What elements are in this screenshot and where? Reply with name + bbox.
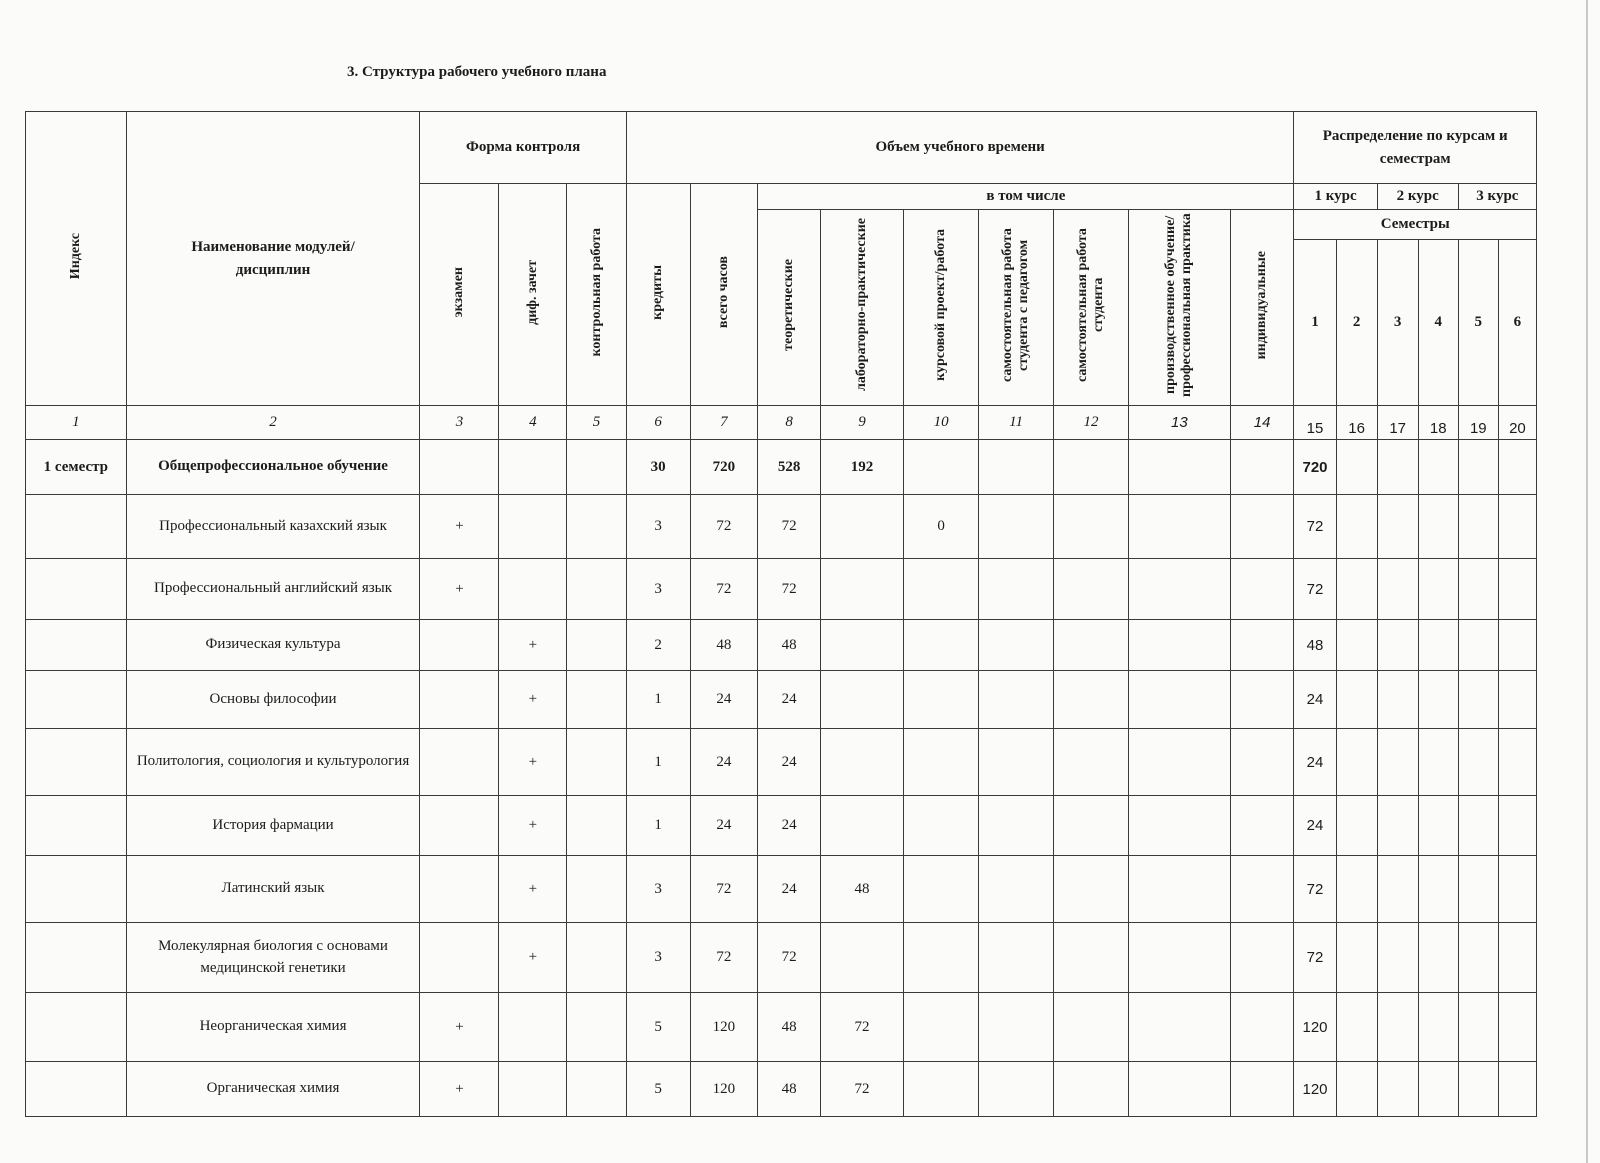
row-lab	[820, 559, 903, 620]
table-row	[26, 993, 1537, 1062]
row-semester-6	[1498, 671, 1536, 729]
section-row	[26, 440, 1537, 495]
row-index	[26, 620, 127, 671]
row-total-hours: 72	[690, 923, 758, 993]
column-number: 8	[758, 406, 821, 440]
row-individual	[1230, 856, 1294, 923]
row-semester-3	[1377, 440, 1418, 495]
row-semester-6	[1498, 495, 1536, 559]
header-credits: кредиты	[626, 184, 690, 406]
row-credits: 5	[626, 1062, 690, 1117]
row-sws-teacher	[979, 495, 1054, 559]
row-exam	[420, 856, 499, 923]
row-lab	[820, 729, 903, 796]
row-practice	[1129, 671, 1231, 729]
header-exam: экзамен	[420, 184, 499, 406]
row-semester-5	[1458, 729, 1498, 796]
row-credits: 3	[626, 856, 690, 923]
row-sws-teacher	[979, 1062, 1054, 1117]
row-credits: 5	[626, 993, 690, 1062]
row-course-project	[904, 440, 979, 495]
row-semester-1: 72	[1294, 856, 1336, 923]
row-semester-4	[1418, 620, 1458, 671]
column-numbers-row	[26, 406, 1537, 440]
row-theory: 48	[758, 993, 821, 1062]
row-index	[26, 856, 127, 923]
row-sws-teacher	[979, 620, 1054, 671]
row-sws	[1054, 796, 1129, 856]
row-practice	[1129, 440, 1231, 495]
row-semester-2	[1336, 923, 1377, 993]
row-individual	[1230, 729, 1294, 796]
row-credits: 3	[626, 923, 690, 993]
row-individual	[1230, 993, 1294, 1062]
column-number: 5	[567, 406, 627, 440]
header-index: Индекс	[26, 112, 127, 406]
row-name: Основы философии	[126, 671, 420, 729]
row-semester-6	[1498, 1062, 1536, 1117]
column-number: 6	[626, 406, 690, 440]
row-semester-1: 72	[1294, 495, 1336, 559]
row-credits: 1	[626, 671, 690, 729]
row-name: Профессиональный казахский язык	[126, 495, 420, 559]
row-course-project	[904, 796, 979, 856]
table-row	[26, 620, 1537, 671]
column-number: 9	[820, 406, 903, 440]
row-course-project	[904, 671, 979, 729]
column-number: 4	[499, 406, 567, 440]
row-sws-teacher	[979, 440, 1054, 495]
row-semester-4	[1418, 1062, 1458, 1117]
column-number: 13	[1129, 406, 1231, 440]
row-semester-1: 120	[1294, 993, 1336, 1062]
row-name: Неорганическая химия	[126, 993, 420, 1062]
row-lab: 72	[820, 993, 903, 1062]
row-semester-2	[1336, 993, 1377, 1062]
row-practice	[1129, 796, 1231, 856]
row-semester-4	[1418, 440, 1458, 495]
row-sws-teacher	[979, 671, 1054, 729]
row-semester-1: 72	[1294, 923, 1336, 993]
row-semester-3	[1377, 923, 1418, 993]
column-number: 11	[979, 406, 1054, 440]
row-semester-6	[1498, 620, 1536, 671]
row-total-hours: 24	[690, 796, 758, 856]
row-name: Физическая культура	[126, 620, 420, 671]
row-semester-4	[1418, 923, 1458, 993]
row-name: Политология, социология и культурология	[126, 729, 420, 796]
row-semester-3	[1377, 495, 1418, 559]
row-exam	[420, 796, 499, 856]
row-index	[26, 796, 127, 856]
column-number: 2	[126, 406, 420, 440]
row-name: История фармации	[126, 796, 420, 856]
header-semesters: Семестры	[1294, 210, 1537, 240]
row-lab	[820, 620, 903, 671]
row-name: Органическая химия	[126, 1062, 420, 1117]
row-practice	[1129, 559, 1231, 620]
row-theory: 24	[758, 856, 821, 923]
table-row	[26, 1062, 1537, 1117]
row-semester-6	[1498, 559, 1536, 620]
row-semester-1: 24	[1294, 796, 1336, 856]
page-edge	[1586, 0, 1588, 1163]
row-semester-3	[1377, 559, 1418, 620]
row-diff-credit	[499, 495, 567, 559]
row-sws	[1054, 923, 1129, 993]
row-credits: 3	[626, 495, 690, 559]
row-total-hours: 48	[690, 620, 758, 671]
row-semester-6	[1498, 993, 1536, 1062]
column-number: 17	[1377, 406, 1418, 440]
header-semester-5: 5	[1458, 240, 1498, 406]
row-lab	[820, 671, 903, 729]
header-name: Наименование модулей/ дисциплин	[126, 112, 420, 406]
row-semester-4	[1418, 729, 1458, 796]
column-number: 14	[1230, 406, 1294, 440]
header-sws-teacher: самостоятельная работа студента с педагогом	[979, 210, 1054, 406]
table-row	[26, 923, 1537, 993]
row-sws	[1054, 671, 1129, 729]
row-control-work	[567, 671, 627, 729]
row-semester-4	[1418, 559, 1458, 620]
column-number: 7	[690, 406, 758, 440]
row-total-hours: 24	[690, 671, 758, 729]
row-semester-5	[1458, 923, 1498, 993]
row-semester-5	[1458, 1062, 1498, 1117]
row-diff-credit: +	[499, 856, 567, 923]
row-exam	[420, 729, 499, 796]
row-semester-4	[1418, 796, 1458, 856]
header-practice: производственное обучение/ профессиональная практика	[1129, 210, 1231, 406]
row-individual	[1230, 923, 1294, 993]
row-control-work	[567, 796, 627, 856]
row-control-work	[567, 620, 627, 671]
row-semester-5	[1458, 856, 1498, 923]
row-diff-credit: +	[499, 796, 567, 856]
row-semester-5	[1458, 440, 1498, 495]
row-exam	[420, 923, 499, 993]
row-control-work	[567, 729, 627, 796]
column-number: 16	[1336, 406, 1377, 440]
row-total-hours: 72	[690, 856, 758, 923]
row-diff-credit	[499, 559, 567, 620]
row-practice	[1129, 620, 1231, 671]
row-control-work	[567, 1062, 627, 1117]
row-diff-credit: +	[499, 620, 567, 671]
row-individual	[1230, 1062, 1294, 1117]
row-semester-3	[1377, 796, 1418, 856]
row-sws-teacher	[979, 993, 1054, 1062]
header-semester-3: 3	[1377, 240, 1418, 406]
header-sws: самостоятельная работа студента	[1054, 210, 1129, 406]
row-exam: +	[420, 1062, 499, 1117]
row-sws	[1054, 559, 1129, 620]
header-total-hours: всего часов	[690, 184, 758, 406]
row-sws-teacher	[979, 559, 1054, 620]
row-name: Общепрофессиональное обучение	[126, 440, 420, 495]
header-diff-credit: диф. зачет	[499, 184, 567, 406]
row-exam	[420, 440, 499, 495]
header-semester-2: 2	[1336, 240, 1377, 406]
row-index	[26, 993, 127, 1062]
row-lab: 192	[820, 440, 903, 495]
row-semester-2	[1336, 620, 1377, 671]
row-exam	[420, 671, 499, 729]
row-semester-6	[1498, 796, 1536, 856]
header-course-2: 2 курс	[1377, 184, 1458, 210]
table-row	[26, 495, 1537, 559]
row-name: Молекулярная биология с основами медицинской генетики	[126, 923, 420, 993]
row-theory: 72	[758, 559, 821, 620]
row-lab: 72	[820, 1062, 903, 1117]
row-individual	[1230, 559, 1294, 620]
row-semester-6	[1498, 440, 1536, 495]
row-control-work	[567, 923, 627, 993]
row-semester-5	[1458, 495, 1498, 559]
row-individual	[1230, 440, 1294, 495]
table-row	[26, 559, 1537, 620]
column-number: 18	[1418, 406, 1458, 440]
row-diff-credit: +	[499, 923, 567, 993]
row-lab	[820, 796, 903, 856]
row-index: 1 семестр	[26, 440, 127, 495]
row-lab	[820, 495, 903, 559]
row-semester-1: 120	[1294, 1062, 1336, 1117]
row-theory: 24	[758, 729, 821, 796]
row-diff-credit: +	[499, 671, 567, 729]
row-practice	[1129, 993, 1231, 1062]
column-number: 20	[1498, 406, 1536, 440]
table-row	[26, 729, 1537, 796]
column-number: 10	[904, 406, 979, 440]
row-theory: 24	[758, 671, 821, 729]
row-semester-1: 720	[1294, 440, 1336, 495]
page-title: 3. Структура рабочего учебного плана	[347, 64, 607, 80]
row-course-project	[904, 559, 979, 620]
row-theory: 48	[758, 1062, 821, 1117]
row-semester-5	[1458, 796, 1498, 856]
row-semester-3	[1377, 729, 1418, 796]
row-credits: 1	[626, 729, 690, 796]
row-total-hours: 120	[690, 1062, 758, 1117]
header-control-form: Форма контроля	[420, 112, 626, 184]
row-semester-2	[1336, 671, 1377, 729]
row-sws	[1054, 729, 1129, 796]
row-semester-2	[1336, 729, 1377, 796]
row-course-project	[904, 923, 979, 993]
row-diff-credit	[499, 1062, 567, 1117]
row-total-hours: 24	[690, 729, 758, 796]
row-exam: +	[420, 559, 499, 620]
row-individual	[1230, 495, 1294, 559]
row-sws	[1054, 440, 1129, 495]
row-sws	[1054, 1062, 1129, 1117]
header-lab: лабораторно-практические	[820, 210, 903, 406]
header-individual: индивидуальные	[1230, 210, 1294, 406]
row-semester-5	[1458, 993, 1498, 1062]
row-practice	[1129, 729, 1231, 796]
row-exam: +	[420, 495, 499, 559]
header-control-work: контрольная работа	[567, 184, 627, 406]
row-sws	[1054, 620, 1129, 671]
row-semester-1: 24	[1294, 671, 1336, 729]
row-practice	[1129, 1062, 1231, 1117]
column-number: 15	[1294, 406, 1336, 440]
row-practice	[1129, 923, 1231, 993]
row-credits: 1	[626, 796, 690, 856]
row-semester-4	[1418, 993, 1458, 1062]
row-name: Латинский язык	[126, 856, 420, 923]
header-theory: теоретические	[758, 210, 821, 406]
row-individual	[1230, 620, 1294, 671]
header-semester-6: 6	[1498, 240, 1536, 406]
column-number: 12	[1054, 406, 1129, 440]
row-semester-3	[1377, 856, 1418, 923]
row-theory: 528	[758, 440, 821, 495]
row-course-project	[904, 856, 979, 923]
row-total-hours: 72	[690, 495, 758, 559]
row-semester-6	[1498, 856, 1536, 923]
row-sws-teacher	[979, 796, 1054, 856]
header-including: в том числе	[758, 184, 1294, 210]
row-semester-3	[1377, 620, 1418, 671]
row-sws	[1054, 856, 1129, 923]
row-credits: 3	[626, 559, 690, 620]
row-semester-3	[1377, 1062, 1418, 1117]
row-diff-credit: +	[499, 729, 567, 796]
row-total-hours: 120	[690, 993, 758, 1062]
table-row	[26, 671, 1537, 729]
row-sws-teacher	[979, 923, 1054, 993]
row-semester-2	[1336, 495, 1377, 559]
row-credits: 2	[626, 620, 690, 671]
row-index	[26, 923, 127, 993]
row-individual	[1230, 796, 1294, 856]
row-total-hours: 72	[690, 559, 758, 620]
row-index	[26, 495, 127, 559]
row-practice	[1129, 495, 1231, 559]
row-semester-2	[1336, 796, 1377, 856]
header-semester-1: 1	[1294, 240, 1336, 406]
row-exam	[420, 620, 499, 671]
row-course-project	[904, 993, 979, 1062]
row-diff-credit	[499, 440, 567, 495]
header-volume: Объем учебного времени	[626, 112, 1294, 184]
row-course-project	[904, 1062, 979, 1117]
row-theory: 72	[758, 923, 821, 993]
row-sws	[1054, 993, 1129, 1062]
row-semester-1: 48	[1294, 620, 1336, 671]
row-semester-4	[1418, 856, 1458, 923]
row-semester-2	[1336, 440, 1377, 495]
row-lab	[820, 923, 903, 993]
row-index	[26, 1062, 127, 1117]
row-theory: 24	[758, 796, 821, 856]
column-number: 19	[1458, 406, 1498, 440]
row-index	[26, 671, 127, 729]
row-diff-credit	[499, 993, 567, 1062]
row-exam: +	[420, 993, 499, 1062]
row-credits: 30	[626, 440, 690, 495]
row-sws	[1054, 495, 1129, 559]
row-course-project	[904, 729, 979, 796]
row-control-work	[567, 993, 627, 1062]
header-course-project: курсовой проект/работа	[904, 210, 979, 406]
row-control-work	[567, 856, 627, 923]
row-practice	[1129, 856, 1231, 923]
row-semester-4	[1418, 495, 1458, 559]
row-semester-1: 72	[1294, 559, 1336, 620]
row-theory: 48	[758, 620, 821, 671]
header-semester-4: 4	[1418, 240, 1458, 406]
table-row	[26, 856, 1537, 923]
row-semester-3	[1377, 993, 1418, 1062]
row-name: Профессиональный английский язык	[126, 559, 420, 620]
header-course-3: 3 курс	[1458, 184, 1536, 210]
row-semester-6	[1498, 729, 1536, 796]
row-semester-6	[1498, 923, 1536, 993]
row-semester-4	[1418, 671, 1458, 729]
row-individual	[1230, 671, 1294, 729]
row-semester-2	[1336, 1062, 1377, 1117]
row-sws-teacher	[979, 729, 1054, 796]
row-sws-teacher	[979, 856, 1054, 923]
header-course-1: 1 курс	[1294, 184, 1377, 210]
row-semester-5	[1458, 559, 1498, 620]
row-course-project	[904, 620, 979, 671]
row-lab: 48	[820, 856, 903, 923]
row-control-work	[567, 559, 627, 620]
row-index	[26, 559, 127, 620]
row-semester-2	[1336, 559, 1377, 620]
row-theory: 72	[758, 495, 821, 559]
row-course-project: 0	[904, 495, 979, 559]
row-semester-5	[1458, 620, 1498, 671]
column-number: 1	[26, 406, 127, 440]
row-total-hours: 720	[690, 440, 758, 495]
row-semester-3	[1377, 671, 1418, 729]
row-semester-1: 24	[1294, 729, 1336, 796]
row-index	[26, 729, 127, 796]
row-control-work	[567, 440, 627, 495]
row-semester-2	[1336, 856, 1377, 923]
curriculum-table	[25, 111, 1537, 1117]
column-number: 3	[420, 406, 499, 440]
row-semester-5	[1458, 671, 1498, 729]
row-control-work	[567, 495, 627, 559]
header-distribution: Распределение по курсам и семестрам	[1294, 112, 1537, 184]
table-row	[26, 796, 1537, 856]
